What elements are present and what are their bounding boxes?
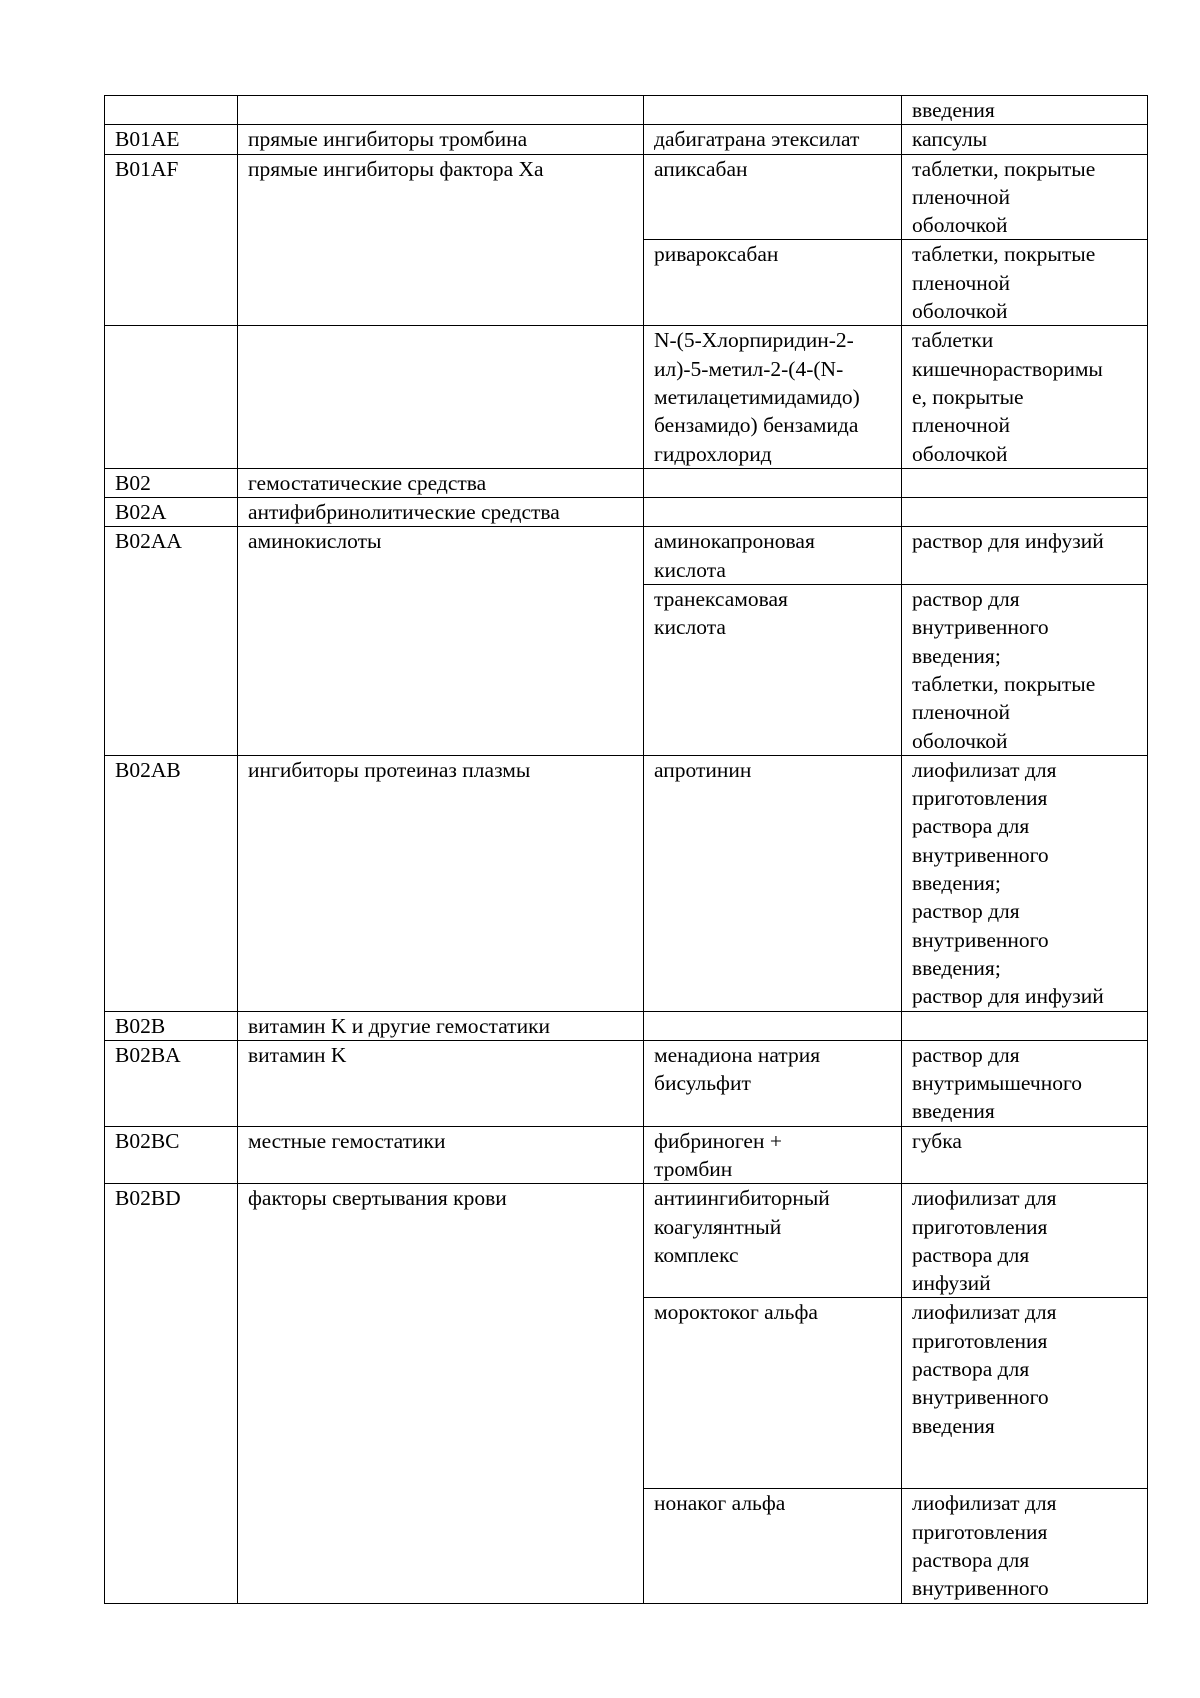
substance-cell: фибриноген + тромбин [644, 1126, 902, 1184]
group-name-cell: местные гемостатики [238, 1126, 644, 1184]
group-name-cell: аминокислоты [238, 527, 644, 755]
table-row [105, 527, 1148, 585]
dosage-form-cell: раствор для внутривенного введения; таблетки, покрытые пленочной оболочкой [902, 585, 1148, 756]
dosage-form-cell: лиофилизат для приготовления раствора для внутривенного введения [902, 1298, 1148, 1489]
substance-cell: N-(5-Хлорпиридин-2- ил)-5-метил-2-(4-(N- метилацетимидамидо) бензамидо) бензамида гидрохлорид [644, 326, 902, 468]
table-row [105, 1184, 1148, 1298]
atc-code-cell: B02BC [105, 1126, 238, 1184]
group-name-cell: гемостатические средства [238, 468, 644, 497]
atc-code-cell: B01AF [105, 154, 238, 326]
atc-code-cell: B02BD [105, 1184, 238, 1603]
dosage-form-cell: таблетки, покрытые пленочной оболочкой [902, 154, 1148, 240]
atc-code-cell: B02B [105, 1011, 238, 1040]
dosage-form-cell: введения [902, 96, 1148, 125]
group-name-cell: антифибринолитические средства [238, 498, 644, 527]
table-row [105, 1126, 1148, 1184]
table-row [105, 755, 1148, 1011]
substance-cell: антиингибиторный коагулянтный комплекс [644, 1184, 902, 1298]
group-name-cell: факторы свертывания крови [238, 1184, 644, 1603]
atc-code-cell [105, 96, 238, 125]
drug-classification-table [104, 95, 1148, 1604]
substance-cell: дабигатрана этексилат [644, 125, 902, 154]
group-name-cell [238, 96, 644, 125]
substance-cell [644, 96, 902, 125]
atc-code-cell: B02AB [105, 755, 238, 1011]
substance-cell: апиксабан [644, 154, 902, 240]
dosage-form-cell: раствор для внутримышечного введения [902, 1040, 1148, 1126]
table-row [105, 125, 1148, 154]
atc-code-cell [105, 326, 238, 468]
substance-cell: нонаког альфа [644, 1489, 902, 1603]
substance-cell: менадиона натрия бисульфит [644, 1040, 902, 1126]
group-name-cell: прямые ингибиторы фактора Xa [238, 154, 644, 326]
substance-cell: апротинин [644, 755, 902, 1011]
dosage-form-cell [902, 1011, 1148, 1040]
table-row [105, 1011, 1148, 1040]
dosage-form-cell: таблетки, покрытые пленочной оболочкой [902, 240, 1148, 326]
dosage-form-cell: капсулы [902, 125, 1148, 154]
dosage-form-cell [902, 498, 1148, 527]
table-row [105, 154, 1148, 240]
substance-cell [644, 468, 902, 497]
table-row [105, 1040, 1148, 1126]
atc-code-cell: B02BA [105, 1040, 238, 1126]
group-name-cell [238, 326, 644, 468]
table-row [105, 326, 1148, 468]
table-row [105, 96, 1148, 125]
group-name-cell: ингибиторы протеиназ плазмы [238, 755, 644, 1011]
atc-code-cell: B02 [105, 468, 238, 497]
atc-code-cell: B01AE [105, 125, 238, 154]
substance-cell: аминокапроновая кислота [644, 527, 902, 585]
dosage-form-cell: раствор для инфузий [902, 527, 1148, 585]
group-name-cell: прямые ингибиторы тромбина [238, 125, 644, 154]
group-name-cell: витамин K и другие гемостатики [238, 1011, 644, 1040]
substance-cell [644, 1011, 902, 1040]
dosage-form-cell: губка [902, 1126, 1148, 1184]
dosage-form-cell: лиофилизат для приготовления раствора для внутривенного [902, 1489, 1148, 1603]
table-row [105, 468, 1148, 497]
substance-cell: транексамовая кислота [644, 585, 902, 756]
substance-cell: мороктоког альфа [644, 1298, 902, 1489]
atc-code-cell: B02A [105, 498, 238, 527]
atc-code-cell: B02AA [105, 527, 238, 755]
dosage-form-cell: лиофилизат для приготовления раствора для внутривенного введения; раствор для внутривенного введения; раствор для инфузий [902, 755, 1148, 1011]
substance-cell: ривароксабан [644, 240, 902, 326]
dosage-form-cell: таблетки кишечнорастворимы е, покрытые пленочной оболочкой [902, 326, 1148, 468]
group-name-cell: витамин K [238, 1040, 644, 1126]
dosage-form-cell [902, 468, 1148, 497]
table-row [105, 498, 1148, 527]
dosage-form-cell: лиофилизат для приготовления раствора для инфузий [902, 1184, 1148, 1298]
substance-cell [644, 498, 902, 527]
